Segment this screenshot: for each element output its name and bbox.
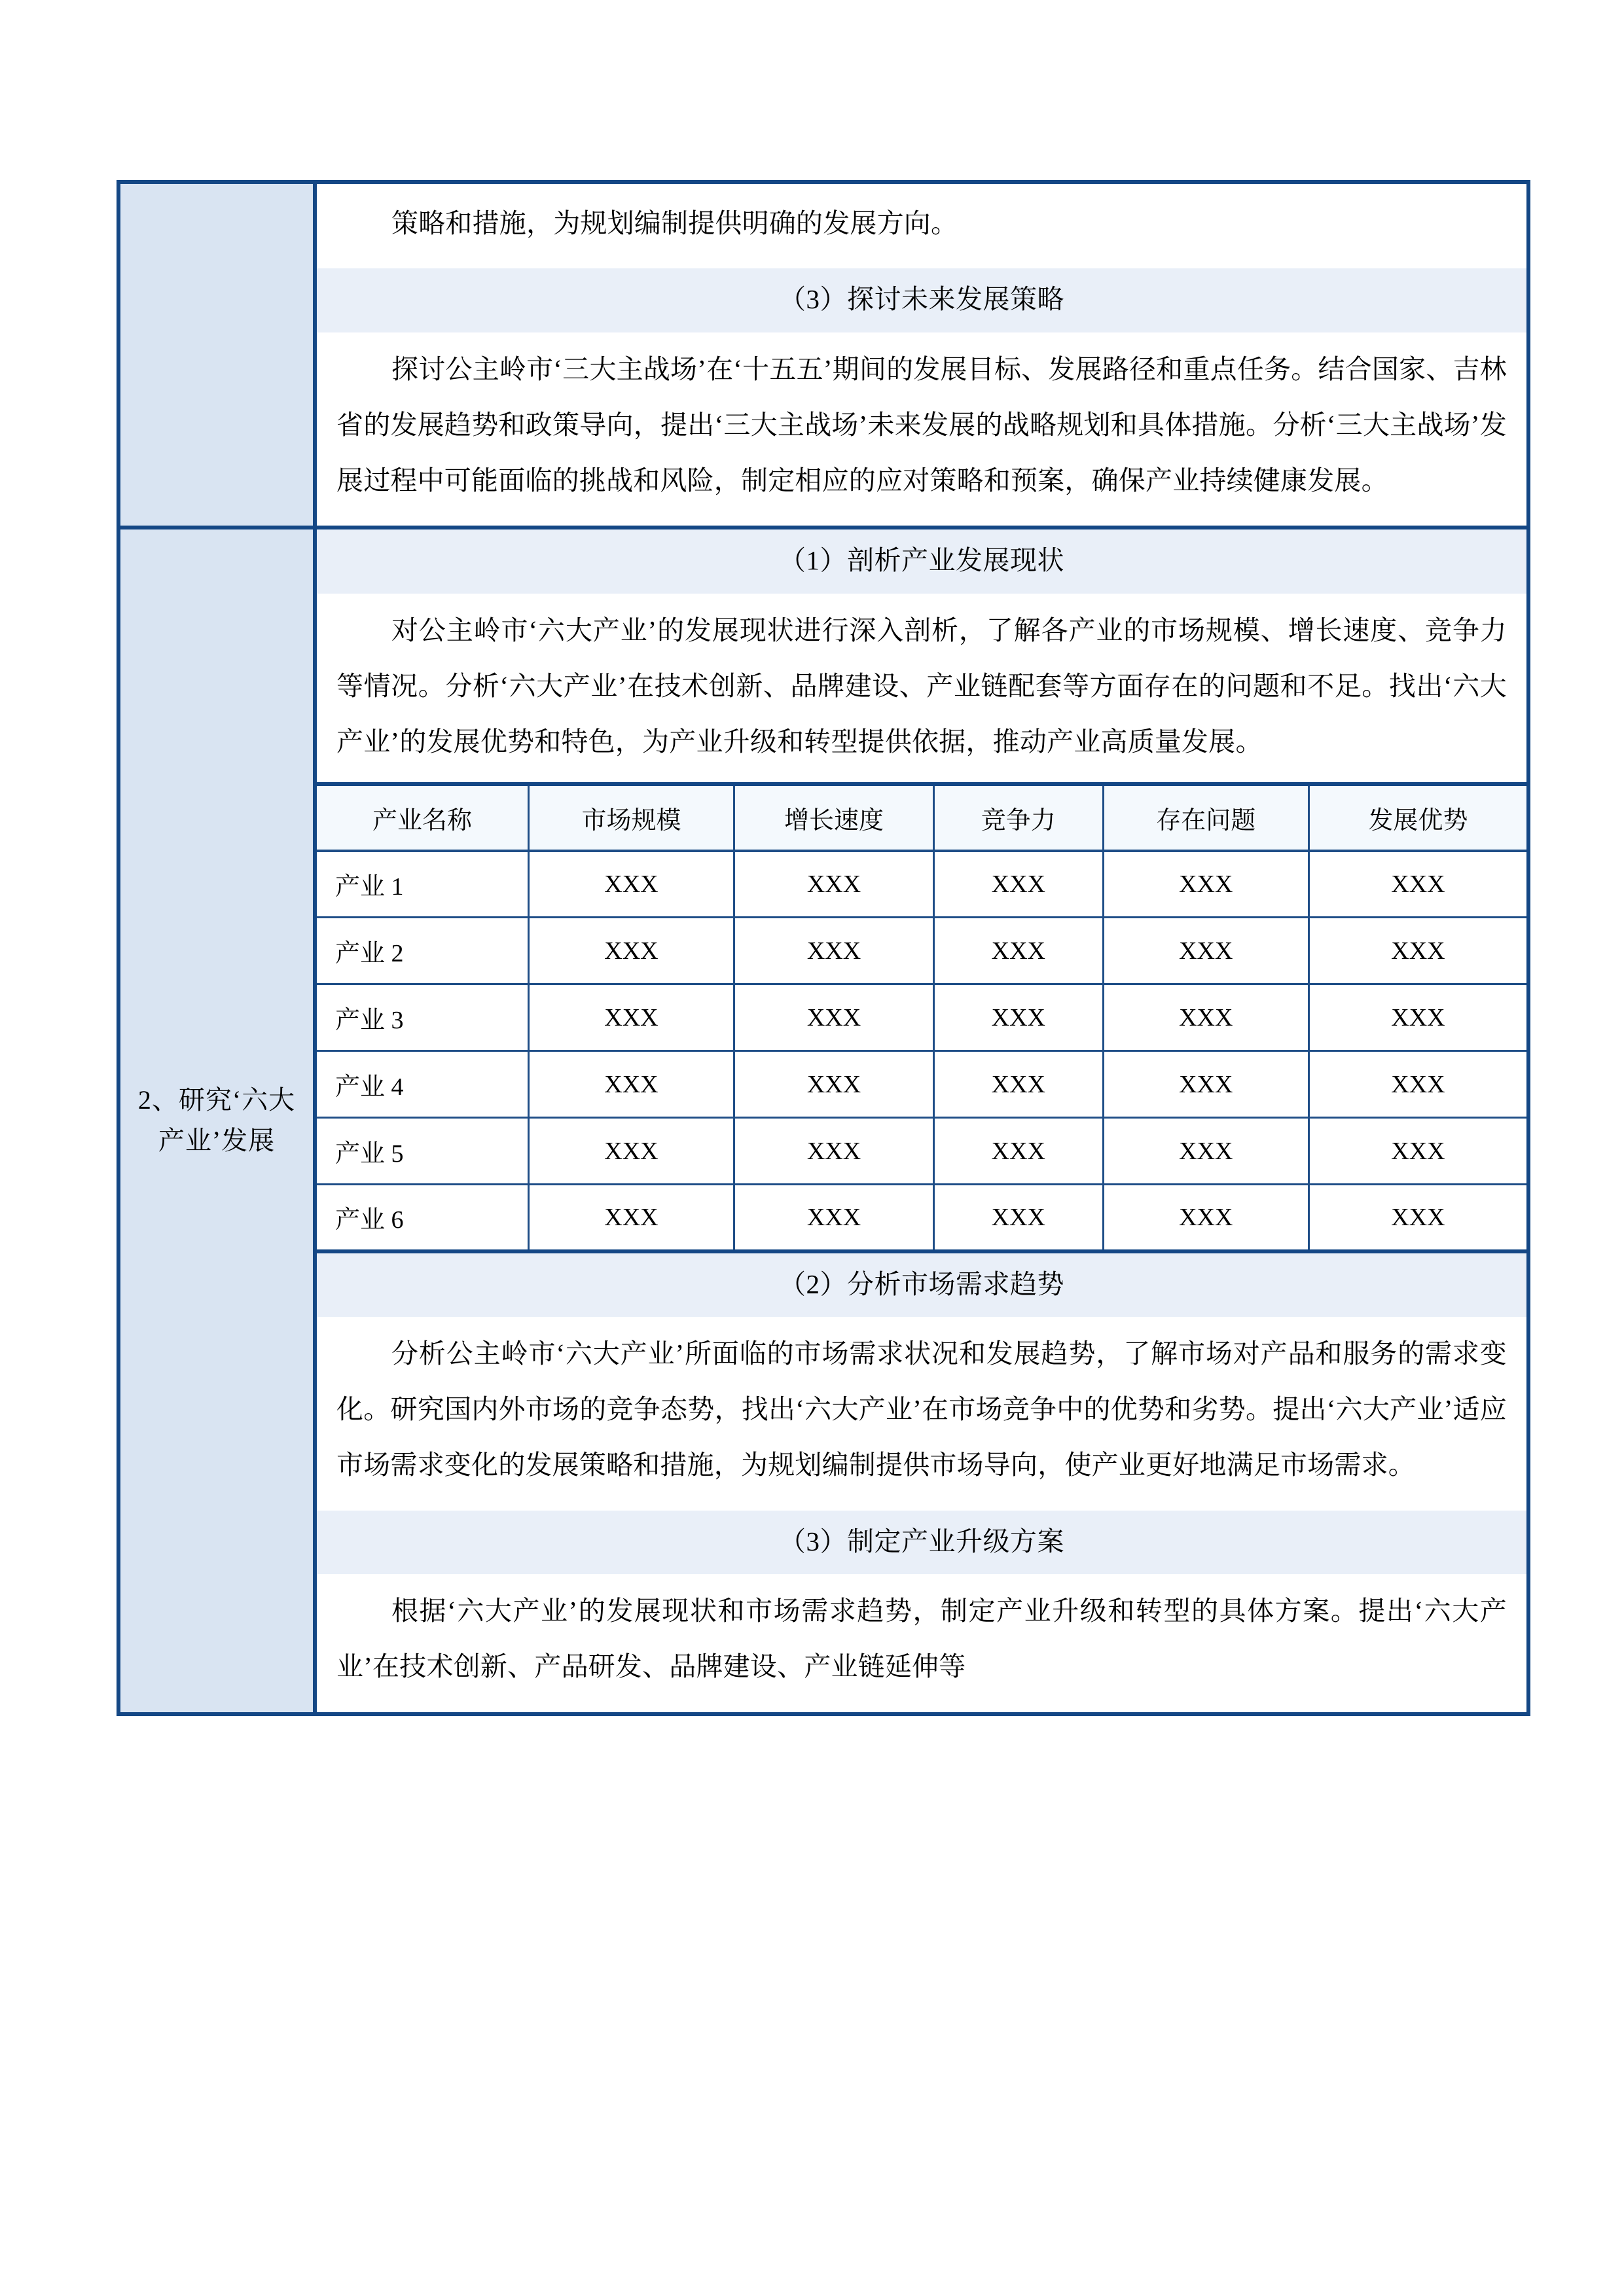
cell-competitiveness: XXX bbox=[933, 1185, 1103, 1251]
row-content-section-two bbox=[315, 528, 1528, 1713]
column-header-name: 产业名称 bbox=[317, 784, 528, 851]
block-industry-table bbox=[317, 782, 1526, 1253]
column-header-competitiveness: 竞争力 bbox=[933, 784, 1103, 851]
industry-table-head bbox=[317, 784, 1526, 851]
cell-competitiveness: XXX bbox=[933, 1118, 1103, 1185]
cell-growth-speed: XXX bbox=[734, 1051, 934, 1118]
table-row-section-one-tail bbox=[118, 182, 1528, 528]
cell-growth-speed: XXX bbox=[734, 1185, 934, 1251]
cell-growth-speed: XXX bbox=[734, 984, 934, 1051]
industry-table-wrapper bbox=[317, 782, 1526, 1253]
column-header-growth-speed: 增长速度 bbox=[734, 784, 934, 851]
cell-problems: XXX bbox=[1103, 851, 1308, 918]
cell-market-scale: XXX bbox=[528, 1185, 734, 1251]
block-sub-heading-3 bbox=[317, 268, 1526, 332]
content-block-stack bbox=[317, 529, 1526, 1712]
sub-heading-analyze-industry-status: （1）剖析产业发展现状 bbox=[317, 529, 1526, 593]
column-header-problems: 存在问题 bbox=[1103, 784, 1308, 851]
cell-industry-name: 产业 2 bbox=[317, 918, 528, 984]
cell-competitiveness: XXX bbox=[933, 918, 1103, 984]
block-paragraph-3 bbox=[317, 332, 1526, 526]
outline-table bbox=[117, 180, 1530, 1716]
table-row bbox=[317, 1118, 1526, 1185]
cell-advantages: XXX bbox=[1308, 1118, 1526, 1185]
sub-heading-analyze-market-demand: （2）分析市场需求趋势 bbox=[317, 1253, 1526, 1317]
block-paragraph-3 bbox=[317, 1574, 1526, 1712]
row-label-section-two bbox=[118, 528, 315, 1713]
row-label-text: 2、研究‘六大产业’发展 bbox=[137, 1085, 296, 1156]
sub-heading-industry-upgrade-plan: （3）制定产业升级方案 bbox=[317, 1511, 1526, 1574]
row-label-section-one bbox=[118, 182, 315, 528]
cell-industry-name: 产业 6 bbox=[317, 1185, 528, 1251]
cell-market-scale: XXX bbox=[528, 918, 734, 984]
table-row bbox=[317, 851, 1526, 918]
block-sub-heading-3 bbox=[317, 1511, 1526, 1574]
table-header-row bbox=[317, 784, 1526, 851]
paragraph-analyze-industry-status: 对公主岭市‘六大产业’的发展现状进行深入剖析，了解各产业的市场规模、增长速度、竞争力等情况。分析‘六大产业’在技术创新、品牌建设、产业链配套等方面存在的问题和不足。找出‘六大产业’的发展优势和特色，为产业升级和转型提供依据，推动产业高质量发展。 bbox=[317, 594, 1526, 782]
cell-competitiveness: XXX bbox=[933, 984, 1103, 1051]
block-sub-heading-2 bbox=[317, 1253, 1526, 1317]
table-row bbox=[317, 1185, 1526, 1251]
paragraph-analyze-market-demand: 分析公主岭市‘六大产业’所面临的市场需求状况和发展趋势，了解市场对产品和服务的需求变化。研究国内外市场的竞争态势，找出‘六大产业’在市场竞争中的优势和劣势。提出‘六大产业’适应市场需求变化的发展策略和措施，为规划编制提供市场导向，使产业更好地满足市场需求。 bbox=[317, 1317, 1526, 1511]
cell-advantages: XXX bbox=[1308, 1185, 1526, 1251]
cell-growth-speed: XXX bbox=[734, 918, 934, 984]
cell-problems: XXX bbox=[1103, 1051, 1308, 1118]
cell-advantages: XXX bbox=[1308, 851, 1526, 918]
row-content-section-one bbox=[315, 182, 1528, 528]
industry-table-body bbox=[317, 851, 1526, 1251]
cell-market-scale: XXX bbox=[528, 1051, 734, 1118]
content-block-stack bbox=[317, 184, 1526, 526]
cell-industry-name: 产业 1 bbox=[317, 851, 528, 918]
block-sub-heading-1 bbox=[317, 529, 1526, 593]
table-row bbox=[317, 984, 1526, 1051]
cell-growth-speed: XXX bbox=[734, 1118, 934, 1185]
block-paragraph-1 bbox=[317, 594, 1526, 782]
column-header-advantages: 发展优势 bbox=[1308, 784, 1526, 851]
column-header-market-scale: 市场规模 bbox=[528, 784, 734, 851]
cell-advantages: XXX bbox=[1308, 918, 1526, 984]
cell-problems: XXX bbox=[1103, 918, 1308, 984]
table-row bbox=[317, 1051, 1526, 1118]
paragraph-continued: 策略和措施，为规划编制提供明确的发展方向。 bbox=[317, 184, 1526, 268]
cell-competitiveness: XXX bbox=[933, 851, 1103, 918]
cell-growth-speed: XXX bbox=[734, 851, 934, 918]
sub-heading-explore-future-strategy: （3）探讨未来发展策略 bbox=[317, 268, 1526, 332]
cell-competitiveness: XXX bbox=[933, 1051, 1103, 1118]
cell-advantages: XXX bbox=[1308, 984, 1526, 1051]
cell-market-scale: XXX bbox=[528, 851, 734, 918]
cell-industry-name: 产业 3 bbox=[317, 984, 528, 1051]
table-row bbox=[317, 918, 1526, 984]
cell-problems: XXX bbox=[1103, 984, 1308, 1051]
paragraph-explore-future-strategy: 探讨公主岭市‘三大主战场’在‘十五五’期间的发展目标、发展路径和重点任务。结合国家、吉林省的发展趋势和政策导向，提出‘三大主战场’未来发展的战略规划和具体措施。分析‘三大主战场’发展过程中可能面临的挑战和风险，制定相应的应对策略和预案，确保产业持续健康发展。 bbox=[317, 332, 1526, 526]
block-continued-paragraph bbox=[317, 184, 1526, 268]
cell-market-scale: XXX bbox=[528, 984, 734, 1051]
block-paragraph-2 bbox=[317, 1317, 1526, 1511]
cell-industry-name: 产业 4 bbox=[317, 1051, 528, 1118]
cell-advantages: XXX bbox=[1308, 1051, 1526, 1118]
table-row-section-two bbox=[118, 528, 1528, 1713]
cell-problems: XXX bbox=[1103, 1118, 1308, 1185]
paragraph-industry-upgrade-plan: 根据‘六大产业’的发展现状和市场需求趋势，制定产业升级和转型的具体方案。提出‘六大产业’在技术创新、产品研发、品牌建设、产业链延伸等 bbox=[317, 1574, 1526, 1712]
cell-industry-name: 产业 5 bbox=[317, 1118, 528, 1185]
industry-data-table bbox=[317, 782, 1526, 1253]
cell-market-scale: XXX bbox=[528, 1118, 734, 1185]
cell-problems: XXX bbox=[1103, 1185, 1308, 1251]
